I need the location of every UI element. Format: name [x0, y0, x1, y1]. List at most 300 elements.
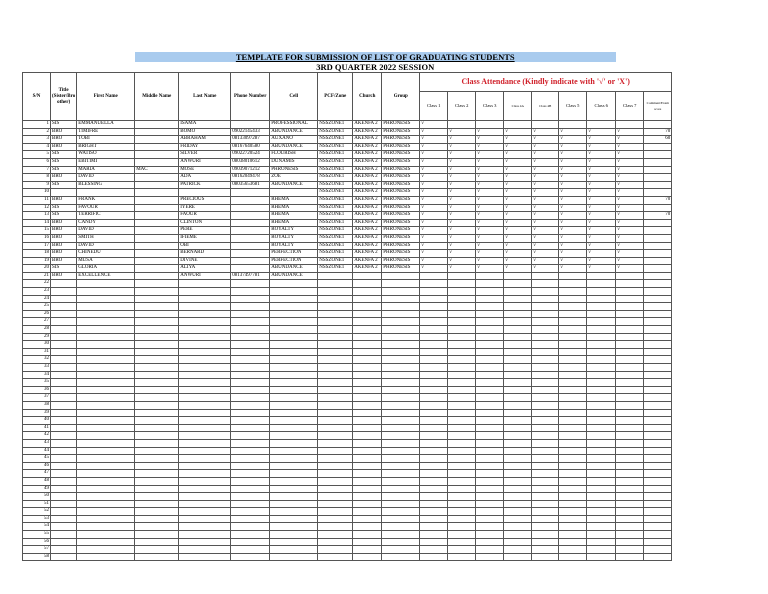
- empty-cell[interactable]: [135, 455, 179, 463]
- empty-cell[interactable]: [616, 455, 644, 463]
- cell-title[interactable]: BRO: [51, 128, 77, 136]
- empty-cell[interactable]: [51, 523, 77, 531]
- cell-exam-score[interactable]: [644, 158, 672, 166]
- cell-sn[interactable]: 33: [23, 364, 51, 372]
- cell-sn[interactable]: 35: [23, 379, 51, 387]
- empty-cell[interactable]: [382, 318, 420, 326]
- empty-cell[interactable]: [644, 348, 672, 356]
- cell-attendance-mark[interactable]: √: [532, 174, 559, 182]
- cell-first-name[interactable]: DAVID: [77, 174, 135, 182]
- empty-cell[interactable]: [616, 280, 644, 288]
- cell-attendance-mark[interactable]: √: [420, 143, 448, 151]
- cell-attendance-mark[interactable]: √: [504, 143, 532, 151]
- cell-sn[interactable]: 38: [23, 401, 51, 409]
- empty-cell[interactable]: [504, 432, 532, 440]
- cell-attendance-mark[interactable]: √: [587, 265, 616, 273]
- cell-attendance-mark[interactable]: √: [420, 151, 448, 159]
- cell-cell[interactable]: PHRONESIS: [270, 166, 318, 174]
- empty-cell[interactable]: [476, 462, 504, 470]
- cell-attendance-mark[interactable]: √: [448, 136, 476, 144]
- cell-attendance-mark[interactable]: √: [532, 158, 559, 166]
- empty-cell[interactable]: [318, 348, 353, 356]
- cell-sn[interactable]: 21: [23, 272, 51, 280]
- cell-title[interactable]: BRO: [51, 136, 77, 144]
- empty-cell[interactable]: [231, 310, 270, 318]
- cell-group[interactable]: PHRONESIS: [382, 265, 420, 273]
- cell-attendance-mark[interactable]: √: [616, 219, 644, 227]
- empty-cell[interactable]: [231, 303, 270, 311]
- cell-attendance-mark[interactable]: √: [448, 219, 476, 227]
- empty-cell[interactable]: [504, 303, 532, 311]
- empty-cell[interactable]: [587, 424, 616, 432]
- empty-cell[interactable]: [179, 531, 231, 539]
- cell-attendance-mark[interactable]: √: [448, 158, 476, 166]
- cell-attendance-mark[interactable]: [476, 272, 504, 280]
- cell-group[interactable]: PHRONESIS: [382, 128, 420, 136]
- empty-cell[interactable]: [587, 303, 616, 311]
- empty-cell[interactable]: [420, 553, 448, 561]
- cell-last-name[interactable]: ANWURI: [179, 158, 231, 166]
- cell-exam-score[interactable]: 70: [644, 212, 672, 220]
- cell-attendance-mark[interactable]: √: [420, 227, 448, 235]
- empty-cell[interactable]: [587, 401, 616, 409]
- empty-cell[interactable]: [448, 318, 476, 326]
- empty-cell[interactable]: [135, 409, 179, 417]
- empty-cell[interactable]: [353, 493, 382, 501]
- empty-cell[interactable]: [559, 326, 587, 334]
- empty-cell[interactable]: [532, 417, 559, 425]
- cell-cell[interactable]: RHEMA: [270, 219, 318, 227]
- empty-cell[interactable]: [448, 280, 476, 288]
- cell-last-name[interactable]: IFIEME: [179, 234, 231, 242]
- empty-cell[interactable]: [77, 295, 135, 303]
- empty-cell[interactable]: [270, 341, 318, 349]
- cell-first-name[interactable]: MARIA: [77, 166, 135, 174]
- empty-cell[interactable]: [476, 401, 504, 409]
- empty-cell[interactable]: [270, 485, 318, 493]
- empty-cell[interactable]: [476, 455, 504, 463]
- empty-cell[interactable]: [51, 310, 77, 318]
- empty-cell[interactable]: [353, 439, 382, 447]
- empty-cell[interactable]: [270, 326, 318, 334]
- empty-cell[interactable]: [420, 303, 448, 311]
- empty-cell[interactable]: [135, 531, 179, 539]
- cell-cell[interactable]: RHEMA: [270, 196, 318, 204]
- empty-cell[interactable]: [587, 417, 616, 425]
- empty-cell[interactable]: [644, 553, 672, 561]
- cell-pcf[interactable]: NSSZONE1: [318, 250, 353, 258]
- empty-cell[interactable]: [382, 455, 420, 463]
- empty-cell[interactable]: [270, 538, 318, 546]
- empty-cell[interactable]: [448, 341, 476, 349]
- cell-first-name[interactable]: EBITIMI: [77, 158, 135, 166]
- empty-cell[interactable]: [231, 439, 270, 447]
- cell-attendance-mark[interactable]: √: [532, 128, 559, 136]
- cell-attendance-mark[interactable]: [504, 272, 532, 280]
- cell-sn[interactable]: 34: [23, 371, 51, 379]
- cell-exam-score[interactable]: [644, 189, 672, 197]
- empty-cell[interactable]: [448, 523, 476, 531]
- empty-cell[interactable]: [559, 303, 587, 311]
- empty-cell[interactable]: [448, 424, 476, 432]
- empty-cell[interactable]: [532, 432, 559, 440]
- cell-sn[interactable]: 3: [23, 136, 51, 144]
- empty-cell[interactable]: [420, 371, 448, 379]
- empty-cell[interactable]: [532, 553, 559, 561]
- cell-last-name[interactable]: FAOUR: [179, 212, 231, 220]
- cell-attendance-mark[interactable]: √: [420, 234, 448, 242]
- cell-attendance-mark[interactable]: √: [504, 212, 532, 220]
- cell-attendance-mark[interactable]: √: [448, 166, 476, 174]
- empty-cell[interactable]: [420, 417, 448, 425]
- empty-cell[interactable]: [559, 439, 587, 447]
- cell-sn[interactable]: 7: [23, 166, 51, 174]
- cell-title[interactable]: SIS: [51, 158, 77, 166]
- empty-cell[interactable]: [382, 477, 420, 485]
- cell-attendance-mark[interactable]: √: [587, 174, 616, 182]
- empty-cell[interactable]: [532, 401, 559, 409]
- empty-cell[interactable]: [51, 295, 77, 303]
- empty-cell[interactable]: [587, 493, 616, 501]
- empty-cell[interactable]: [420, 401, 448, 409]
- empty-cell[interactable]: [77, 280, 135, 288]
- empty-cell[interactable]: [476, 288, 504, 296]
- empty-cell[interactable]: [616, 356, 644, 364]
- cell-first-name[interactable]: SMITH: [77, 234, 135, 242]
- cell-attendance-mark[interactable]: [559, 121, 587, 129]
- empty-cell[interactable]: [476, 546, 504, 554]
- empty-cell[interactable]: [353, 477, 382, 485]
- empty-cell[interactable]: [231, 424, 270, 432]
- empty-cell[interactable]: [559, 546, 587, 554]
- empty-cell[interactable]: [382, 280, 420, 288]
- empty-cell[interactable]: [476, 523, 504, 531]
- cell-exam-score[interactable]: [644, 250, 672, 258]
- empty-cell[interactable]: [318, 538, 353, 546]
- empty-cell[interactable]: [476, 424, 504, 432]
- cell-last-name[interactable]: DIVINE: [179, 257, 231, 265]
- empty-cell[interactable]: [270, 310, 318, 318]
- empty-cell[interactable]: [135, 386, 179, 394]
- cell-middle-name[interactable]: [135, 174, 179, 182]
- empty-cell[interactable]: [476, 310, 504, 318]
- empty-cell[interactable]: [448, 401, 476, 409]
- cell-sn[interactable]: 15: [23, 227, 51, 235]
- empty-cell[interactable]: [616, 326, 644, 334]
- empty-cell[interactable]: [559, 356, 587, 364]
- empty-cell[interactable]: [318, 356, 353, 364]
- cell-middle-name[interactable]: [135, 257, 179, 265]
- empty-cell[interactable]: [532, 318, 559, 326]
- empty-cell[interactable]: [231, 523, 270, 531]
- cell-group[interactable]: PHRONESIS: [382, 196, 420, 204]
- cell-attendance-mark[interactable]: √: [448, 265, 476, 273]
- empty-cell[interactable]: [382, 326, 420, 334]
- cell-exam-score[interactable]: [644, 227, 672, 235]
- empty-cell[interactable]: [616, 439, 644, 447]
- empty-cell[interactable]: [318, 303, 353, 311]
- cell-church[interactable]: AKENFA 2: [353, 121, 382, 129]
- empty-cell[interactable]: [476, 485, 504, 493]
- cell-sn[interactable]: 19: [23, 257, 51, 265]
- cell-pcf[interactable]: NSSZONE1: [318, 257, 353, 265]
- cell-first-name[interactable]: GLORIA: [77, 265, 135, 273]
- cell-cell[interactable]: PERFECTION: [270, 250, 318, 258]
- empty-cell[interactable]: [179, 439, 231, 447]
- empty-cell[interactable]: [559, 493, 587, 501]
- empty-cell[interactable]: [270, 531, 318, 539]
- empty-cell[interactable]: [135, 439, 179, 447]
- cell-exam-score[interactable]: 60: [644, 136, 672, 144]
- cell-sn[interactable]: 20: [23, 265, 51, 273]
- empty-cell[interactable]: [504, 439, 532, 447]
- empty-cell[interactable]: [559, 318, 587, 326]
- empty-cell[interactable]: [382, 379, 420, 387]
- cell-attendance-mark[interactable]: √: [504, 227, 532, 235]
- empty-cell[interactable]: [231, 455, 270, 463]
- empty-cell[interactable]: [616, 379, 644, 387]
- empty-cell[interactable]: [504, 493, 532, 501]
- empty-cell[interactable]: [77, 424, 135, 432]
- empty-cell[interactable]: [318, 553, 353, 561]
- empty-cell[interactable]: [420, 379, 448, 387]
- cell-pcf[interactable]: NSSZONE1: [318, 158, 353, 166]
- empty-cell[interactable]: [135, 333, 179, 341]
- empty-cell[interactable]: [318, 326, 353, 334]
- empty-cell[interactable]: [231, 386, 270, 394]
- cell-phone[interactable]: [231, 189, 270, 197]
- cell-church[interactable]: AKENFA 2: [353, 212, 382, 220]
- cell-group[interactable]: PHRONESIS: [382, 204, 420, 212]
- cell-exam-score[interactable]: [644, 257, 672, 265]
- empty-cell[interactable]: [135, 356, 179, 364]
- empty-cell[interactable]: [382, 439, 420, 447]
- cell-group[interactable]: PHRONESIS: [382, 181, 420, 189]
- cell-attendance-mark[interactable]: √: [559, 136, 587, 144]
- empty-cell[interactable]: [616, 303, 644, 311]
- empty-cell[interactable]: [504, 386, 532, 394]
- cell-title[interactable]: BRO: [51, 272, 77, 280]
- empty-cell[interactable]: [231, 401, 270, 409]
- empty-cell[interactable]: [353, 341, 382, 349]
- empty-cell[interactable]: [587, 379, 616, 387]
- cell-sn[interactable]: 28: [23, 326, 51, 334]
- empty-cell[interactable]: [504, 379, 532, 387]
- empty-cell[interactable]: [382, 447, 420, 455]
- cell-attendance-mark[interactable]: √: [504, 166, 532, 174]
- cell-attendance-mark[interactable]: √: [476, 181, 504, 189]
- cell-attendance-mark[interactable]: √: [587, 136, 616, 144]
- cell-attendance-mark[interactable]: √: [559, 212, 587, 220]
- cell-church[interactable]: AKENFA 2: [353, 151, 382, 159]
- cell-sn[interactable]: 25: [23, 303, 51, 311]
- empty-cell[interactable]: [420, 424, 448, 432]
- cell-sn[interactable]: 24: [23, 295, 51, 303]
- empty-cell[interactable]: [353, 462, 382, 470]
- empty-cell[interactable]: [559, 394, 587, 402]
- empty-cell[interactable]: [616, 485, 644, 493]
- empty-cell[interactable]: [231, 508, 270, 516]
- cell-church[interactable]: AKENFA 2: [353, 219, 382, 227]
- empty-cell[interactable]: [532, 439, 559, 447]
- cell-title[interactable]: BRO: [51, 227, 77, 235]
- empty-cell[interactable]: [476, 493, 504, 501]
- empty-cell[interactable]: [135, 326, 179, 334]
- empty-cell[interactable]: [532, 333, 559, 341]
- empty-cell[interactable]: [135, 288, 179, 296]
- cell-middle-name[interactable]: MAC: [135, 166, 179, 174]
- empty-cell[interactable]: [476, 348, 504, 356]
- empty-cell[interactable]: [135, 318, 179, 326]
- empty-cell[interactable]: [644, 288, 672, 296]
- empty-cell[interactable]: [231, 493, 270, 501]
- cell-attendance-mark[interactable]: √: [559, 204, 587, 212]
- empty-cell[interactable]: [135, 523, 179, 531]
- empty-cell[interactable]: [420, 493, 448, 501]
- empty-cell[interactable]: [420, 364, 448, 372]
- empty-cell[interactable]: [353, 432, 382, 440]
- empty-cell[interactable]: [135, 538, 179, 546]
- empty-cell[interactable]: [448, 386, 476, 394]
- cell-attendance-mark[interactable]: [476, 121, 504, 129]
- cell-sn[interactable]: 23: [23, 288, 51, 296]
- cell-church[interactable]: AKENFA 2: [353, 166, 382, 174]
- cell-pcf[interactable]: NSSZONE1: [318, 143, 353, 151]
- empty-cell[interactable]: [318, 318, 353, 326]
- cell-phone[interactable]: 08162049478: [231, 174, 270, 182]
- empty-cell[interactable]: [420, 409, 448, 417]
- cell-exam-score[interactable]: [644, 265, 672, 273]
- empty-cell[interactable]: [587, 371, 616, 379]
- empty-cell[interactable]: [532, 477, 559, 485]
- empty-cell[interactable]: [532, 462, 559, 470]
- cell-attendance-mark[interactable]: √: [587, 166, 616, 174]
- cell-middle-name[interactable]: [135, 151, 179, 159]
- empty-cell[interactable]: [51, 303, 77, 311]
- cell-attendance-mark[interactable]: √: [532, 242, 559, 250]
- empty-cell[interactable]: [318, 439, 353, 447]
- cell-last-name[interactable]: BOMO: [179, 128, 231, 136]
- empty-cell[interactable]: [231, 447, 270, 455]
- empty-cell[interactable]: [504, 280, 532, 288]
- empty-cell[interactable]: [179, 341, 231, 349]
- cell-sn[interactable]: 48: [23, 477, 51, 485]
- cell-first-name[interactable]: [77, 189, 135, 197]
- cell-sn[interactable]: 39: [23, 409, 51, 417]
- cell-attendance-mark[interactable]: [420, 272, 448, 280]
- empty-cell[interactable]: [270, 295, 318, 303]
- empty-cell[interactable]: [559, 432, 587, 440]
- cell-attendance-mark[interactable]: √: [587, 242, 616, 250]
- empty-cell[interactable]: [559, 409, 587, 417]
- cell-attendance-mark[interactable]: √: [587, 158, 616, 166]
- empty-cell[interactable]: [420, 432, 448, 440]
- empty-cell[interactable]: [420, 515, 448, 523]
- empty-cell[interactable]: [644, 523, 672, 531]
- empty-cell[interactable]: [51, 455, 77, 463]
- empty-cell[interactable]: [587, 280, 616, 288]
- empty-cell[interactable]: [179, 333, 231, 341]
- empty-cell[interactable]: [532, 348, 559, 356]
- empty-cell[interactable]: [135, 485, 179, 493]
- empty-cell[interactable]: [353, 508, 382, 516]
- empty-cell[interactable]: [353, 348, 382, 356]
- empty-cell[interactable]: [420, 386, 448, 394]
- empty-cell[interactable]: [420, 439, 448, 447]
- empty-cell[interactable]: [448, 295, 476, 303]
- empty-cell[interactable]: [644, 318, 672, 326]
- empty-cell[interactable]: [382, 523, 420, 531]
- empty-cell[interactable]: [559, 553, 587, 561]
- empty-cell[interactable]: [382, 515, 420, 523]
- empty-cell[interactable]: [616, 409, 644, 417]
- empty-cell[interactable]: [559, 470, 587, 478]
- empty-cell[interactable]: [353, 447, 382, 455]
- cell-last-name[interactable]: PERE: [179, 227, 231, 235]
- empty-cell[interactable]: [644, 326, 672, 334]
- empty-cell[interactable]: [448, 333, 476, 341]
- cell-attendance-mark[interactable]: √: [504, 174, 532, 182]
- empty-cell[interactable]: [135, 303, 179, 311]
- empty-cell[interactable]: [231, 379, 270, 387]
- cell-exam-score[interactable]: [644, 143, 672, 151]
- empty-cell[interactable]: [420, 538, 448, 546]
- empty-cell[interactable]: [318, 288, 353, 296]
- empty-cell[interactable]: [476, 295, 504, 303]
- empty-cell[interactable]: [504, 546, 532, 554]
- empty-cell[interactable]: [353, 371, 382, 379]
- cell-attendance-mark[interactable]: √: [420, 121, 448, 129]
- cell-church[interactable]: AKENFA 2: [353, 204, 382, 212]
- empty-cell[interactable]: [559, 295, 587, 303]
- empty-cell[interactable]: [179, 295, 231, 303]
- empty-cell[interactable]: [532, 310, 559, 318]
- empty-cell[interactable]: [504, 500, 532, 508]
- cell-attendance-mark[interactable]: √: [476, 128, 504, 136]
- empty-cell[interactable]: [476, 515, 504, 523]
- empty-cell[interactable]: [504, 477, 532, 485]
- empty-cell[interactable]: [135, 508, 179, 516]
- empty-cell[interactable]: [382, 295, 420, 303]
- cell-exam-score[interactable]: [644, 121, 672, 129]
- empty-cell[interactable]: [504, 470, 532, 478]
- cell-sn[interactable]: 47: [23, 470, 51, 478]
- empty-cell[interactable]: [318, 455, 353, 463]
- empty-cell[interactable]: [51, 318, 77, 326]
- empty-cell[interactable]: [448, 546, 476, 554]
- empty-cell[interactable]: [587, 531, 616, 539]
- cell-attendance-mark[interactable]: √: [448, 189, 476, 197]
- cell-attendance-mark[interactable]: √: [587, 143, 616, 151]
- cell-attendance-mark[interactable]: √: [476, 166, 504, 174]
- empty-cell[interactable]: [135, 493, 179, 501]
- empty-cell[interactable]: [559, 348, 587, 356]
- cell-group[interactable]: PHRONESIS: [382, 257, 420, 265]
- cell-attendance-mark[interactable]: √: [532, 166, 559, 174]
- cell-attendance-mark[interactable]: √: [532, 189, 559, 197]
- cell-last-name[interactable]: FRIDAY: [179, 143, 231, 151]
- empty-cell[interactable]: [476, 500, 504, 508]
- empty-cell[interactable]: [504, 485, 532, 493]
- empty-cell[interactable]: [420, 477, 448, 485]
- empty-cell[interactable]: [318, 523, 353, 531]
- empty-cell[interactable]: [616, 432, 644, 440]
- empty-cell[interactable]: [353, 379, 382, 387]
- empty-cell[interactable]: [532, 371, 559, 379]
- cell-attendance-mark[interactable]: √: [476, 136, 504, 144]
- empty-cell[interactable]: [270, 394, 318, 402]
- empty-cell[interactable]: [270, 424, 318, 432]
